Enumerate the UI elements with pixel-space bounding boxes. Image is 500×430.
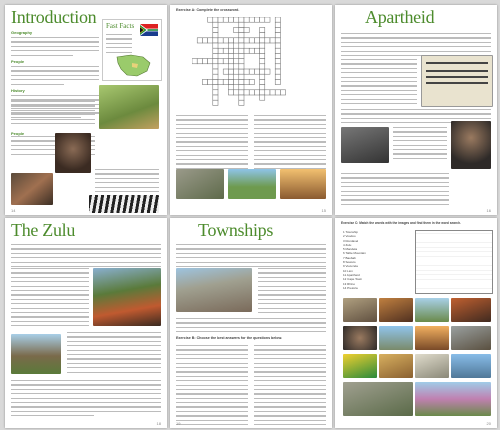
section-heading: People <box>11 131 25 136</box>
crossword-cell <box>218 59 223 64</box>
zebra-photo <box>89 195 159 213</box>
crossword-cell <box>208 17 213 22</box>
crossword-cell <box>260 43 265 48</box>
crossword-cell <box>213 22 218 27</box>
crossword-cell <box>213 38 218 43</box>
section-heading: Geography <box>11 30 33 35</box>
crossword-cell <box>234 27 239 32</box>
crossword-cell <box>275 74 280 79</box>
crossword-cell <box>254 17 259 22</box>
crossword-cell <box>228 90 233 95</box>
crossword-cell <box>239 38 244 43</box>
crossword-cell <box>239 53 244 58</box>
crossword-cell <box>213 90 218 95</box>
paragraph <box>11 268 89 329</box>
crossword-cell <box>228 48 233 53</box>
crossword-cell <box>244 48 249 53</box>
page-title: Apartheid <box>365 7 435 27</box>
crossword-cell <box>239 17 244 22</box>
paragraph <box>341 173 449 208</box>
landscape-photo <box>228 169 276 199</box>
crossword-cell <box>260 85 265 90</box>
crossword-cell <box>239 22 244 27</box>
crossword-cell <box>213 53 218 58</box>
page-number: 14 <box>11 208 16 213</box>
crossword-cell <box>218 17 223 22</box>
image-baobab <box>415 326 449 350</box>
crossword-cell <box>213 85 218 90</box>
crossword-cell <box>218 48 223 53</box>
match-word[interactable]: 1 Township <box>343 230 358 234</box>
match-word[interactable]: 8 Soweto <box>343 260 356 265</box>
people-photo <box>11 173 53 205</box>
match-word[interactable]: 2 Voodoo <box>343 234 356 239</box>
flag-icon <box>140 23 158 35</box>
crossword-cell <box>249 48 254 53</box>
crossword-cell <box>234 90 239 95</box>
crossword-cell <box>213 95 218 100</box>
match-word[interactable]: 10 Lion <box>343 268 353 273</box>
rhino-photo <box>176 169 224 199</box>
baobab-photo <box>280 169 326 199</box>
crossword-cell <box>213 79 218 84</box>
paragraph <box>341 59 417 107</box>
match-word[interactable]: 3 Rondavel <box>343 238 359 243</box>
page-number: 16 <box>486 208 491 213</box>
crossword-cell <box>228 53 233 58</box>
crossword-cell <box>260 95 265 100</box>
crossword-cell <box>228 38 233 43</box>
crossword-cell <box>192 59 197 64</box>
crossword-cell <box>239 43 244 48</box>
crossword-cell <box>275 69 280 74</box>
crossword-cell <box>228 79 233 84</box>
crossword-cell <box>239 90 244 95</box>
rondavel-photo <box>11 334 61 374</box>
giraffe-photo <box>99 85 159 129</box>
questions-left[interactable] <box>176 345 248 428</box>
township-photo <box>176 268 252 312</box>
crossword-cell <box>249 79 254 84</box>
crossword-cell <box>234 38 239 43</box>
image-table-mountain <box>379 326 413 350</box>
match-word[interactable]: 9 Vuvuzela <box>343 264 358 269</box>
page-apartheid <box>335 5 497 215</box>
whites-only-sign-photo <box>421 55 493 107</box>
crossword-cell <box>239 100 244 105</box>
clues-across <box>176 115 248 172</box>
mandela-photo <box>451 121 491 169</box>
crossword-cell <box>228 74 233 79</box>
crossword-cell <box>213 100 218 105</box>
crossword-cell <box>260 38 265 43</box>
crossword-cell <box>202 79 207 84</box>
questions-right[interactable] <box>254 345 326 428</box>
crossword-cell <box>275 43 280 48</box>
crossword-cell <box>213 48 218 53</box>
fast-facts-box <box>102 19 162 81</box>
crossword-cell <box>239 69 244 74</box>
paragraph <box>176 318 326 336</box>
crossword-cell <box>260 90 265 95</box>
match-word[interactable]: 11 Apartheid <box>343 272 360 277</box>
word-search-grid[interactable] <box>415 230 493 294</box>
paragraph <box>11 380 161 420</box>
crossword-cell <box>228 43 233 48</box>
crossword-cell <box>208 79 213 84</box>
match-word[interactable]: 4 Zulu <box>343 242 352 247</box>
crossword-cell <box>228 69 233 74</box>
crossword-cell <box>234 79 239 84</box>
crossword-cell <box>275 27 280 32</box>
crossword-cell <box>197 59 202 64</box>
fast-facts-title: Fast Facts <box>106 22 135 30</box>
crossword-cell <box>254 38 259 43</box>
paragraph <box>176 244 326 270</box>
crossword-cell <box>218 38 223 43</box>
crossword-cell <box>260 79 265 84</box>
crossword-cell <box>244 69 249 74</box>
page-exercise-a <box>170 5 332 215</box>
crossword-cell <box>223 38 228 43</box>
crossword-cell <box>265 69 270 74</box>
page-number: 15 <box>321 208 326 213</box>
crossword-cell <box>228 17 233 22</box>
crossword-cell <box>239 79 244 84</box>
crossword-cell <box>234 59 239 64</box>
crossword-cell <box>254 90 259 95</box>
crossword-cell <box>234 17 239 22</box>
image-pretoria <box>415 382 491 416</box>
crossword-cell <box>239 64 244 69</box>
crossword-cell <box>234 48 239 53</box>
crossword-cell <box>254 69 259 74</box>
crossword-grid[interactable] <box>192 17 312 109</box>
crossword-cell <box>275 17 280 22</box>
page-number: 20 <box>486 421 491 426</box>
crossword-cell <box>239 33 244 38</box>
crossword-cell <box>260 69 265 74</box>
crossword-cell <box>202 38 207 43</box>
crossword-cell <box>239 48 244 53</box>
exercise-heading: Exercise A: Complete the crossword. <box>176 8 240 12</box>
crossword-cell <box>223 48 228 53</box>
crossword-cell <box>270 38 275 43</box>
image-rhino <box>343 382 413 416</box>
crossword-cell <box>213 64 218 69</box>
crossword-cell <box>223 79 228 84</box>
crossword-cell <box>265 17 270 22</box>
image-mandela <box>343 326 377 350</box>
crossword-cell <box>260 64 265 69</box>
crossword-cell <box>249 69 254 74</box>
crossword-cell <box>260 53 265 58</box>
crossword-cell <box>265 90 270 95</box>
crossword-cell <box>234 69 239 74</box>
page-number: 19 <box>176 421 181 426</box>
image-zulu <box>451 298 491 322</box>
crossword-cell <box>202 59 207 64</box>
image-cape-town <box>451 354 491 378</box>
crossword-cell <box>254 48 259 53</box>
crossword-cell <box>275 90 280 95</box>
crossword-cell <box>270 90 275 95</box>
crossword-cell <box>244 38 249 43</box>
crossword-cell <box>228 59 233 64</box>
crossword-cell <box>223 17 228 22</box>
section-heading: History <box>11 87 25 93</box>
page-exercise-c <box>335 218 497 428</box>
image-rondavel <box>415 298 449 322</box>
crossword-cell <box>244 17 249 22</box>
crossword-cell <box>275 53 280 58</box>
clues-down <box>254 115 326 172</box>
image-voodoo <box>379 298 413 322</box>
crossword-cell <box>244 79 249 84</box>
crossword-cell <box>239 95 244 100</box>
protest-photo <box>341 127 389 163</box>
page-introduction <box>5 5 167 215</box>
crossword-cell <box>244 27 249 32</box>
paragraph <box>258 268 326 316</box>
crossword-cell <box>275 59 280 64</box>
crossword-cell <box>213 69 218 74</box>
page-title: Introduction <box>11 7 97 27</box>
match-word[interactable]: 12 Cape Town <box>343 277 363 282</box>
match-word[interactable]: 7 Baobab <box>343 255 356 260</box>
image-soweto <box>451 326 491 350</box>
crossword-cell <box>260 17 265 22</box>
image-apartheid <box>415 354 449 378</box>
image-lion <box>379 354 413 378</box>
crossword-cell <box>249 38 254 43</box>
crossword-cell <box>223 69 228 74</box>
crossword-cell <box>239 74 244 79</box>
crossword-cell <box>275 33 280 38</box>
crossword-cell <box>260 74 265 79</box>
paragraph <box>11 244 161 270</box>
paragraph <box>393 127 447 162</box>
map-icon <box>113 53 153 78</box>
zulu-dancers-photo <box>93 268 161 326</box>
crossword-cell <box>280 90 285 95</box>
crossword-cell <box>213 17 218 22</box>
crossword-cell <box>213 74 218 79</box>
crossword-cell <box>197 38 202 43</box>
crossword-cell <box>228 64 233 69</box>
exercise-heading: Exercise C: Match the words with the images and find them in the word search. <box>341 221 461 225</box>
crossword-cell <box>260 27 265 32</box>
crossword-cell <box>249 90 254 95</box>
page-zulu <box>5 218 167 428</box>
match-word[interactable]: 5 Mandela <box>343 247 358 252</box>
paragraph <box>11 101 95 127</box>
crossword-cell <box>260 59 265 64</box>
crossword-cell <box>213 27 218 32</box>
crossword-cell <box>249 17 254 22</box>
paragraph <box>67 332 161 376</box>
match-word-list <box>343 230 387 290</box>
match-word[interactable]: 6 Table Mountain <box>343 251 366 256</box>
page-number: 18 <box>156 421 161 426</box>
crossword-cell <box>239 85 244 90</box>
crossword-cell <box>260 33 265 38</box>
crossword-cell <box>213 59 218 64</box>
crossword-cell <box>260 48 265 53</box>
crossword-cell <box>275 79 280 84</box>
page-title: Townships <box>198 220 274 240</box>
crossword-cell <box>275 22 280 27</box>
match-word[interactable]: 13 Rhino <box>343 281 356 286</box>
crossword-cell <box>218 79 223 84</box>
crossword-cell <box>275 64 280 69</box>
crossword-cell <box>213 33 218 38</box>
crossword-cell <box>244 90 249 95</box>
page-title: The Zulu <box>11 220 76 240</box>
image-vuvuzela <box>343 354 377 378</box>
crossword-cell <box>228 85 233 90</box>
exercise-heading: Exercise B: Choose the best answers for the questions below. <box>176 336 283 340</box>
crossword-cell <box>275 38 280 43</box>
image-township <box>343 298 377 322</box>
paragraph <box>11 66 99 85</box>
crossword-cell <box>223 59 228 64</box>
crossword-cell <box>239 27 244 32</box>
page-townships <box>170 218 332 428</box>
crossword-cell <box>208 59 213 64</box>
crossword-cell <box>208 38 213 43</box>
section-heading: People <box>11 58 25 64</box>
crossword-cell <box>275 48 280 53</box>
crossword-cell <box>265 38 270 43</box>
paragraph <box>11 37 99 56</box>
mandela-portrait-photo <box>55 133 91 173</box>
crossword-cell <box>239 59 244 64</box>
crossword-cell <box>213 43 218 48</box>
match-word[interactable]: 14 Pretoria <box>343 285 358 290</box>
